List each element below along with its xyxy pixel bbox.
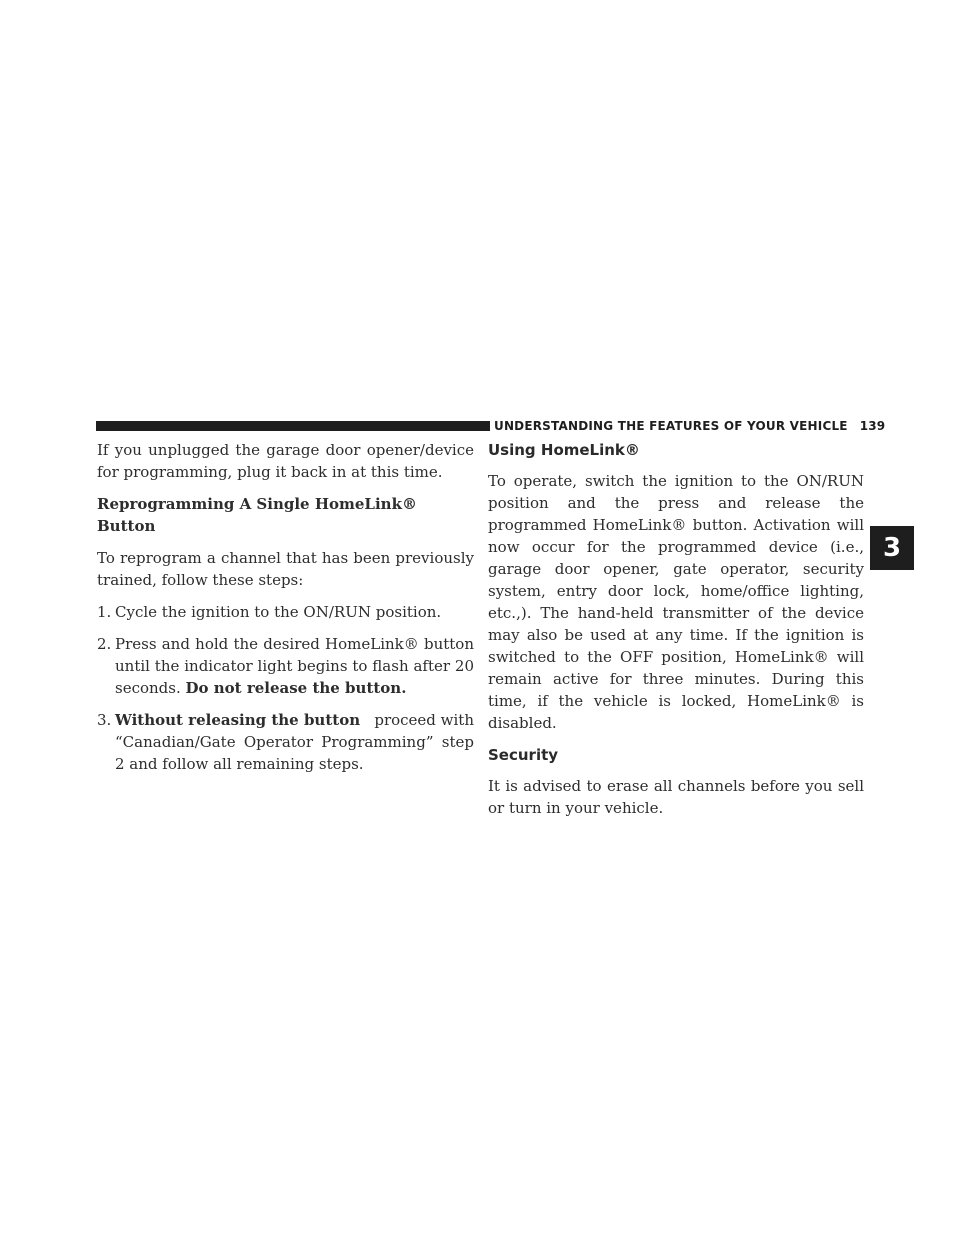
step-number: 3. <box>97 711 112 729</box>
using-homelink-heading: Using HomeLink® <box>488 441 640 459</box>
section-title: UNDERSTANDING THE FEATURES OF YOUR VEHICLE <box>494 419 848 433</box>
step-text: “Canadian/Gate Operator Programming” step 2 and follow all remaining steps. <box>115 733 474 773</box>
step-3 <box>97 709 474 775</box>
steps-intro: To reprogram a channel that has been previously trained, follow these steps: <box>97 549 474 589</box>
step-bold-warning: Do not release the button. <box>185 679 407 697</box>
left-column <box>97 439 474 785</box>
step-1 <box>97 601 474 623</box>
reprogramming-heading: Reprogramming A Single HomeLink® Button <box>97 495 417 535</box>
using-homelink-paragraph: To operate, switch the ignition to the ON/RUN position and the press and release the programmed HomeLink® button. Activation will now occur for the programmed device (i.e., garage door opener, gate operator, security system, entry door lock, home/office lighting, etc.,). The hand-held transmitter of the device may also be used at any time. If the ignition is switched to the OFF position, HomeLink® will remain active for three minutes. During this time, if the vehicle is locked, HomeLink® is disabled. <box>488 472 864 732</box>
right-column <box>488 439 864 829</box>
step-lead-rest: proceed with <box>374 711 474 729</box>
step-text: Press and hold the desired HomeLink® button until the indicator light begins to flash after 20 seconds. <box>115 635 474 697</box>
chapter-tab: 3 <box>870 526 914 570</box>
step-number: 1. <box>97 603 112 621</box>
security-paragraph: It is advised to erase all channels before you sell or turn in your vehicle. <box>488 777 864 817</box>
step-lead-line <box>115 709 474 731</box>
header-rule <box>96 421 490 431</box>
step-body <box>115 709 474 775</box>
step-text: Cycle the ignition to the ON/RUN position. <box>115 603 442 621</box>
intro-paragraph: If you unplugged the garage door opener/device for programming, plug it back in at this time. <box>97 441 474 481</box>
step-2 <box>97 633 474 699</box>
running-header <box>494 418 886 434</box>
step-number: 2. <box>97 635 112 653</box>
page-number: 139 <box>859 419 886 433</box>
security-heading: Security <box>488 746 559 764</box>
step-bold-lead: Without releasing the button <box>115 711 361 729</box>
step-body <box>115 633 474 699</box>
